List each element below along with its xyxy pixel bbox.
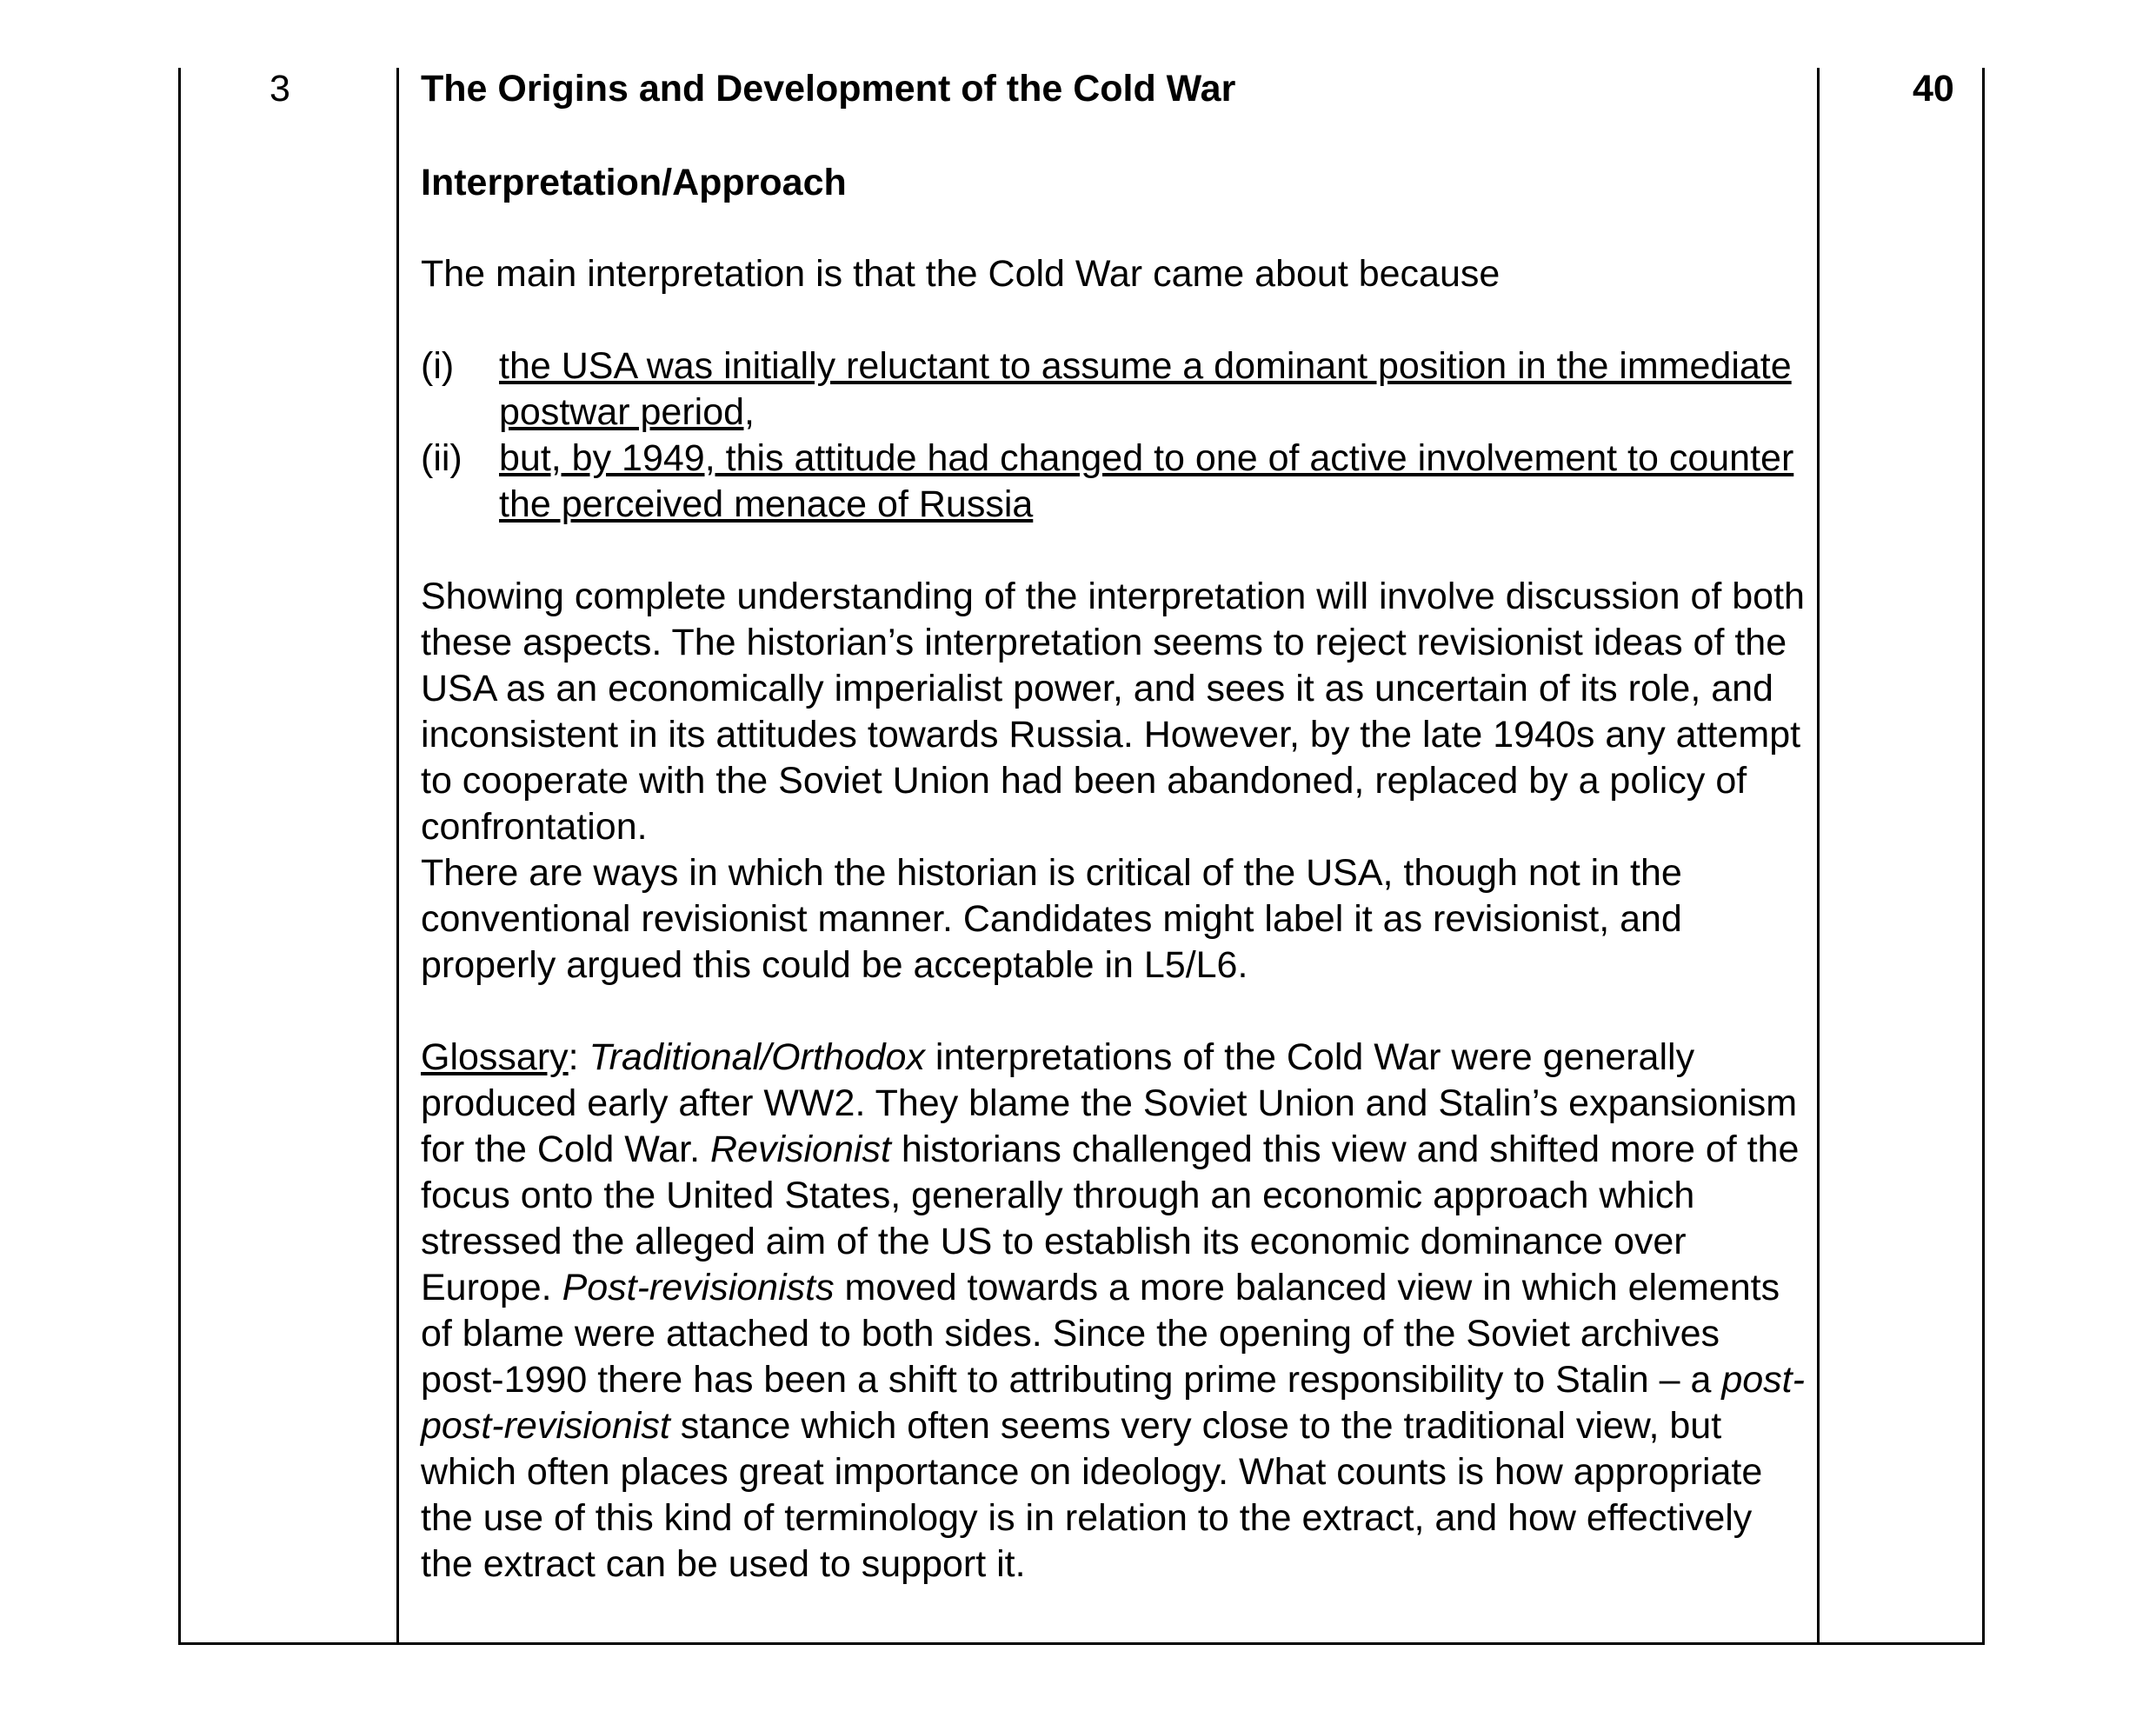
glossary-paragraph	[421, 1035, 1812, 1588]
list-item	[421, 436, 1812, 528]
question-number: 3	[270, 68, 290, 110]
glossary-text: historians challenged this view and shifted more of the focus onto the United States, generally through an economic approach which stressed the alleged aim of the US to establish its economic dominance over Europe.	[421, 1128, 1800, 1308]
glossary-text: stance which often seems very close to the traditional view, but which often places great importance on ideology. What counts is how appropriate the use of this kind of terminology is in relation to the extract, and how effectively the extract can be used to support it.	[421, 1405, 1763, 1585]
question-marks: 40	[1913, 68, 1954, 110]
list-item-label: (ii)	[421, 437, 462, 479]
table-divider-marks	[1817, 68, 1820, 1645]
interpretation-points	[421, 343, 1812, 528]
table-border-left	[178, 68, 181, 1645]
list-item-text: but, by 1949, this attitude had changed to one of active involvement to counter the perceived menace of Russia	[499, 437, 1794, 525]
term-revisionist: Revisionist	[709, 1128, 891, 1170]
critical-paragraph: There are ways in which the historian is critical of the USA, though not in the conventional revisionist manner. Candidates might label it as revisionist, and properly argued this could be acceptable in L5/L6.	[421, 852, 1682, 986]
glossary-text: moved towards a more balanced view in which elements of blame were attached to both sides. Since the opening of the Soviet archives post-1990 there has been a shift to attributing prime responsibility to Stalin – a	[421, 1267, 1780, 1401]
understanding-paragraph: Showing complete understanding of the interpretation will involve discussion of both these aspects. The historian’s interpretation seems to reject revisionist ideas of the USA as an economically imperialist power, and sees it as uncertain of its role, and inconsistent in its attitudes towards Russia. However, by the late 1940s any attempt to cooperate with the Soviet Union had been abandoned, replaced by a policy of confrontation.	[421, 576, 1805, 848]
table-divider-number	[396, 68, 399, 1645]
list-item	[421, 343, 1812, 436]
question-title: The Origins and Development of the Cold War	[421, 68, 1236, 110]
list-item-text: the USA was initially reluctant to assume a dominant position in the immediate postwar period,	[499, 345, 1792, 433]
glossary-text: interpretations of the Cold War were generally produced early after WW2. They blame the Soviet Union and Stalin’s expansionism for the Cold War.	[421, 1036, 1798, 1170]
term-traditional: Traditional/Orthodox	[589, 1036, 925, 1078]
list-item-label: (i)	[421, 345, 455, 387]
table-border-bottom	[178, 1642, 1985, 1645]
glossary-colon: :	[568, 1036, 589, 1078]
intro-paragraph: The main interpretation is that the Cold War came about because	[421, 253, 1501, 295]
table-border-right	[1982, 68, 1985, 1645]
term-post-post-revisionist: post-post-revisionist	[421, 1359, 1805, 1447]
term-post-revisionists: Post-revisionists	[562, 1267, 835, 1308]
section-heading: Interpretation/Approach	[421, 162, 847, 203]
glossary-label: Glossary	[421, 1036, 569, 1078]
answer-content	[421, 68, 1812, 1588]
